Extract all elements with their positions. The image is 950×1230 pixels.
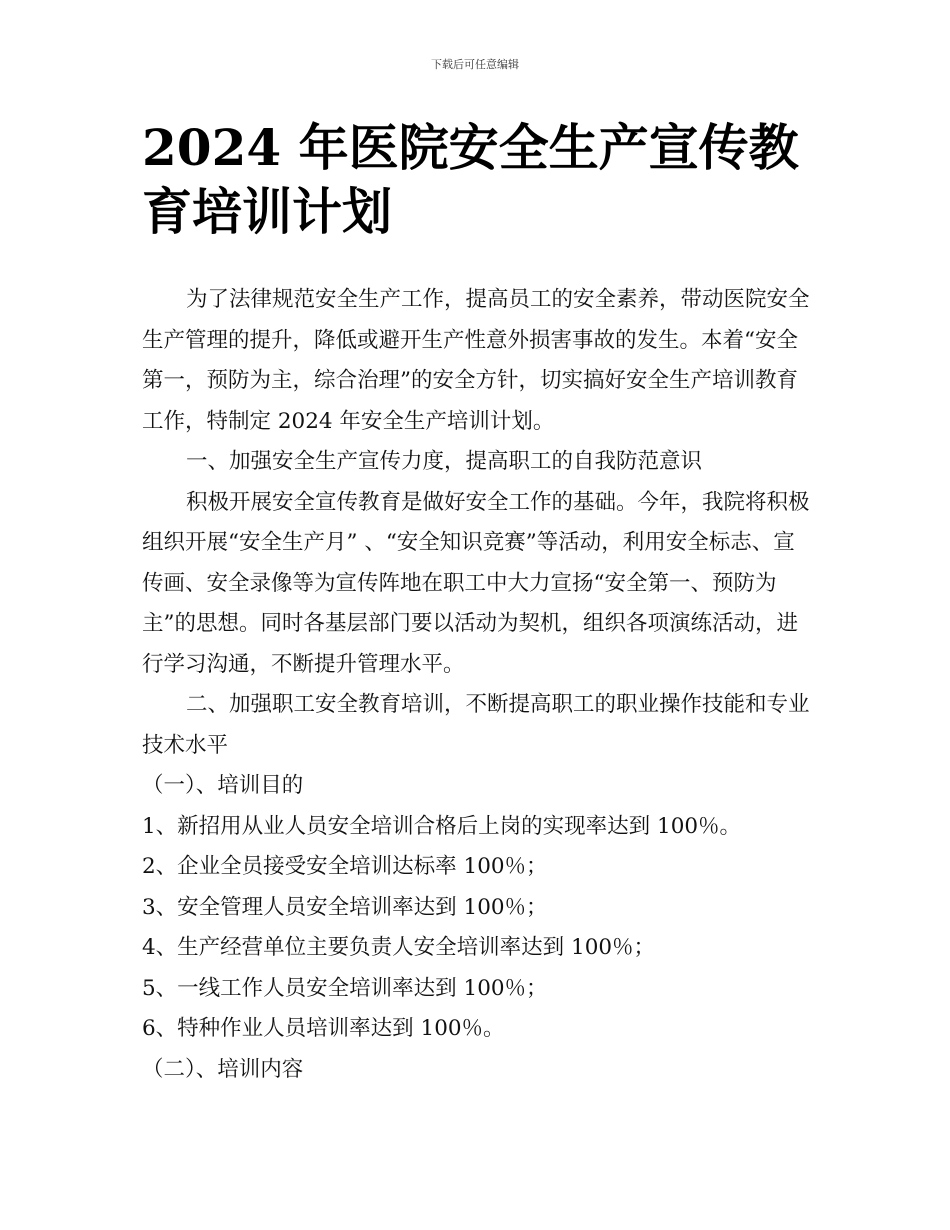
section-2-heading: 二、加强职工安全教育培训，不断提高职工的职业操作技能和专业技术水平 bbox=[142, 692, 810, 758]
list-item: 1、新招用从业人员安全培训合格后上岗的实现率达到 100％。 bbox=[142, 813, 742, 839]
list-item: 2、企业全员接受安全培训达标率 100％； bbox=[142, 854, 548, 879]
document-body bbox=[142, 280, 810, 1090]
list-item: 5、一线工作人员安全培训率达到 100％； bbox=[142, 975, 548, 1001]
section-1-heading: 一、加强安全生产宣传力度，提高职工的自我防范意识 bbox=[186, 449, 703, 474]
document-title: 2024 年医院安全生产宣传教育培训计划 bbox=[142, 118, 799, 241]
section-1-paragraph: 积极开展安全宣传教育是做好安全工作的基础。今年，我院将积极组织开展“安全生产月” 、“安全知识竞赛”等活动，利用安全标志、宣传画、安全录像等为宣传阵地在职工中大力宣扬“安全第一、预防为主”的思想。同时各基层部门要以活动为契机，组织各项演练活动，进行学习沟通，不断提升管理水平。 bbox=[142, 489, 810, 677]
list-item: 4、生产经营单位主要负责人安全培训率达到 100％； bbox=[142, 935, 656, 960]
header-note: 下载后可任意编辑 bbox=[431, 58, 519, 71]
subsection-2-heading: （二）、培训内容 bbox=[142, 1056, 304, 1082]
intro-paragraph: 为了法律规范安全生产工作，提高员工的安全素养，带动医院安全生产管理的提升，降低或避开生产性意外损害事故的发生。本着“安全第一，预防为主，综合治理”的安全方针，切实搞好安全生产培训教育工作，特制定 2024 年安全生产培训计划。 bbox=[142, 287, 810, 434]
subsection-1-heading: （一）、培训目的 bbox=[142, 773, 304, 798]
list-item: 6、特种作业人员培训率达到 100％。 bbox=[142, 1016, 505, 1041]
list-item: 3、安全管理人员安全培训率达到 100％； bbox=[142, 894, 548, 920]
